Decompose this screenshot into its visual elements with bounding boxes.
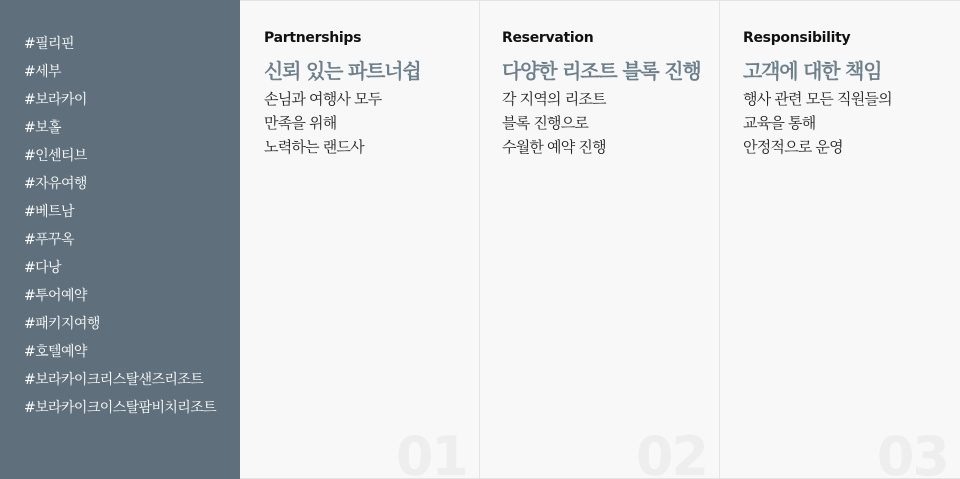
card-description-line: 행사 관련 모든 직원들의	[743, 90, 892, 108]
tag-link-boracay-crystal-sands[interactable]: #보라카이크리스탈샌즈리조트	[24, 372, 204, 388]
card-description-line: 수월한 예약 진행	[502, 138, 606, 156]
tag-link-incentive[interactable]: #인센티브	[24, 148, 87, 164]
card-description-line: 손님과 여행사 모두	[264, 90, 382, 108]
card-headline: 신뢰 있는 파트너쉽	[264, 59, 421, 83]
card-description-line: 각 지역의 리조트	[502, 90, 606, 108]
tag-link-boracay[interactable]: #보라카이	[24, 92, 87, 108]
card-headline: 다양한 리조트 블록 진행	[502, 59, 701, 83]
card-description-line: 만족을 위해	[264, 114, 337, 132]
sidebar-tags	[0, 0, 240, 479]
card-number: 02	[635, 425, 707, 479]
card-kicker: Reservation	[502, 30, 594, 46]
card-kicker: Partnerships	[264, 30, 362, 46]
tag-link-bohol[interactable]: #보홀	[24, 120, 61, 136]
card-number: 03	[876, 425, 948, 479]
tag-link-phu-quoc[interactable]: #푸꾸옥	[24, 232, 74, 248]
card-description-line: 안정적으로 운영	[743, 138, 843, 156]
tag-link-hotel-booking[interactable]: #호텔예약	[24, 344, 87, 360]
tag-link-free-travel[interactable]: #자유여행	[24, 176, 87, 192]
tag-link-cebu[interactable]: #세부	[24, 64, 61, 80]
card-description-line: 교육을 통해	[743, 114, 816, 132]
feature-card-responsibility	[720, 0, 960, 479]
tag-link-da-nang[interactable]: #다낭	[24, 260, 61, 276]
tag-link-tour-booking[interactable]: #투어예약	[24, 288, 87, 304]
tag-link-philippines[interactable]: #필리핀	[24, 36, 74, 52]
card-description-line: 노력하는 랜드사	[264, 138, 364, 156]
card-description	[743, 87, 892, 159]
card-description	[264, 87, 381, 159]
tag-link-boracay-palm-beach[interactable]: #보라카이크이스탈팜비치리조트	[24, 400, 217, 416]
tag-link-vietnam[interactable]: #베트남	[24, 204, 74, 220]
card-description-line: 블록 진행으로	[502, 114, 589, 132]
card-headline: 고객에 대한 책임	[743, 59, 882, 83]
card-kicker: Responsibility	[743, 30, 851, 46]
card-description	[502, 87, 606, 159]
hashtag-list	[24, 32, 216, 424]
feature-card-reservation	[480, 0, 720, 479]
card-number: 01	[395, 425, 467, 479]
feature-card-partnerships	[240, 0, 480, 479]
tag-link-package-travel[interactable]: #패키지여행	[24, 316, 100, 332]
